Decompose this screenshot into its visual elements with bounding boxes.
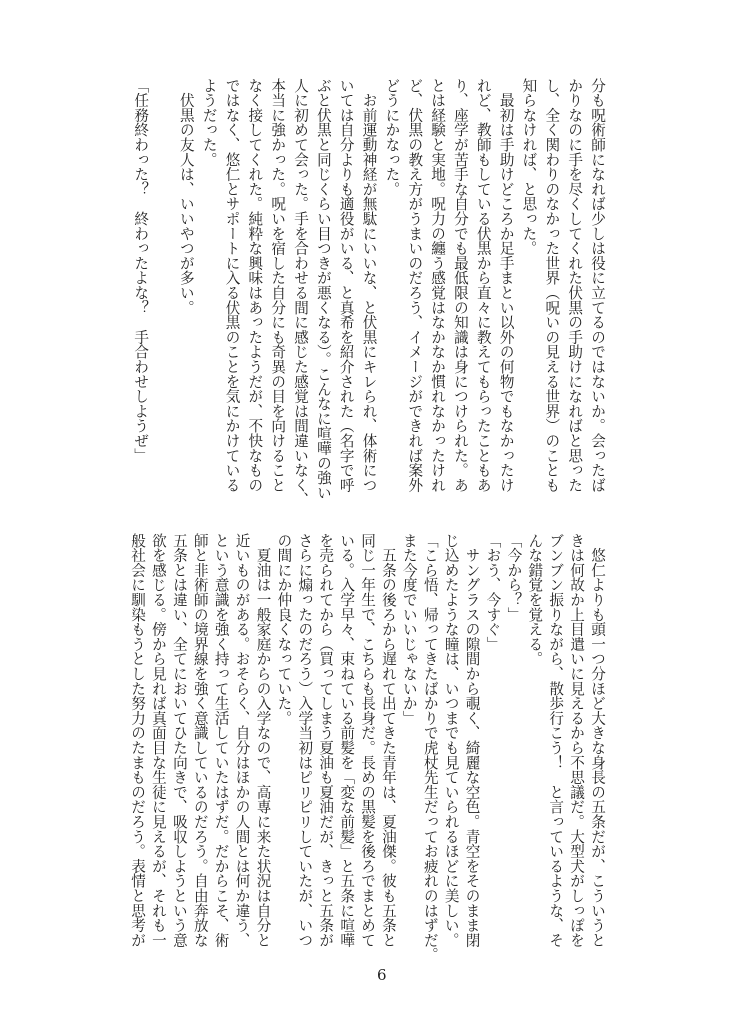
text-line: ブンブン振りながら、散歩行こう！ と言っているような、そ <box>547 533 565 948</box>
text-line: を売られてから（買ってしまう夏油も夏油だが、きっと五条が <box>317 533 335 948</box>
text-line: 人に初めて会った。手を合わせる間に感じた感覚は間違いなく、 <box>292 78 310 508</box>
text-line: り、座学が苦手な自分でも最低限の知識は身につけられた。あ <box>451 78 469 493</box>
text-line: んな錯覚を覚える。 <box>526 533 544 667</box>
text-line: 五条の後ろから遅れて出てきた青年は、夏油傑。彼も五条と <box>379 533 397 948</box>
text-line: 近いものがある。おそらく、自分はほかの人間とは何か違う、 <box>233 533 251 948</box>
text-line: 本当に強かった。呪いを宿した自分にも奇異の目を向けること <box>269 78 287 493</box>
text-line: 欲を感じる。傍から見れば真面目な生徒に見えるが、それも一 <box>149 533 167 948</box>
text-line: 師と非術師の境界線を強く意識しているのだろう。自由奔放な <box>191 533 209 948</box>
text-line: サングラスの隙間から覗く、綺麗な空色。青空をそのまま閉 <box>463 533 481 948</box>
text-line: どうにかなった。 <box>383 78 401 197</box>
text-line: なく接してくれた。純粋な興味はあったようだが、不快なもの <box>246 78 264 493</box>
text-line: 夏油は一般家庭からの入学なので、高専に来た状況は自分と <box>254 533 272 948</box>
text-line: 五条とは違い、全てにおいてひた向きで、吸収しようという意 <box>170 533 188 948</box>
text-line: お前運動神経が無駄にいいな、と伏黒にキレられ、体術につ <box>360 78 378 493</box>
text-line: れど、教師もしている伏黒から直々に教えてもらったこともあ <box>474 78 492 493</box>
text-line: 般社会に馴染もうとした努力のたまものだろう。表情と思考が <box>129 533 147 948</box>
text-line: という意識を強く持って生活していたはずだ。だからこそ、術 <box>212 533 230 948</box>
lower-text-block <box>126 533 607 963</box>
upper-text-block <box>128 78 608 508</box>
text-line: 悠仁よりも頭一つ分ほど大きな身長の五条だが、こういうと <box>589 533 606 948</box>
text-line: さらに煽ったのだろう）入学当初はピリピリしていたが、いつ <box>296 533 314 948</box>
text-line: ようだった。 <box>200 78 218 167</box>
text-line: いては自分よりも適役がいる、と真希を紹介された（名字で呼 <box>337 78 355 493</box>
text-line: 「おう、今すぐ」 <box>484 533 502 652</box>
text-line: 「こら悟、帰ってきたばかりで虎杖先生だってお疲れのはずだ。 <box>421 533 439 963</box>
text-line: いる。入学早々、束ねている前髪を「変な前髪」と五条に喧嘩 <box>338 533 356 948</box>
text-line: かりなのに手を尽くしてくれた伏黒の手助けになればと思った <box>566 78 584 493</box>
text-line: ぶと伏黒と同じくらい目つきが悪くなる）。こんなに喧嘩の強い <box>314 78 332 500</box>
text-line: じ込めたような瞳は、いつまでも見ていられるほどに美しい。 <box>442 533 460 948</box>
text-line: 同じ一年生で、こちらも長身だ。長めの黒髪を後ろでまとめて <box>359 533 377 948</box>
text-line <box>151 78 174 508</box>
text-line: また今度でいいじゃないか」 <box>400 533 418 726</box>
text-line: 「今から？」 <box>505 533 523 622</box>
text-line: ど、伏黒の教え方がうまいのだろう、イメージができれば案外 <box>406 78 424 493</box>
text-line: 分も呪術師になれば少しは役に立てるのではないか。会ったば <box>589 78 606 493</box>
text-line: 伏黒の友人は、いいやつが多い。 <box>177 78 195 315</box>
text-line: 「任務終わった？ 終わったよな？ 手合わせしようぜ」 <box>132 78 150 463</box>
text-line: の間にか仲良くなっていた。 <box>275 533 293 726</box>
text-line: ではなく、悠仁とサポートに入る伏黒のことを気にかけている <box>223 78 241 493</box>
text-line: きは何故か上目遣いに見えるから不思議だ。大型犬がしっぽを <box>568 533 586 948</box>
text-line: 最初は手助けどころか足手まとい以外の何物でもなかったけ <box>497 78 515 493</box>
page-number: 6 <box>377 966 387 984</box>
text-line: とは経験と実地。呪力の纏う感覚はなかなか慣れなかったけれ <box>429 78 447 493</box>
text-line: し、全く関わりのなかった世界（呪いの見える世界）のことも <box>543 78 561 493</box>
text-line: 知らなければ、と思った。 <box>520 78 538 256</box>
